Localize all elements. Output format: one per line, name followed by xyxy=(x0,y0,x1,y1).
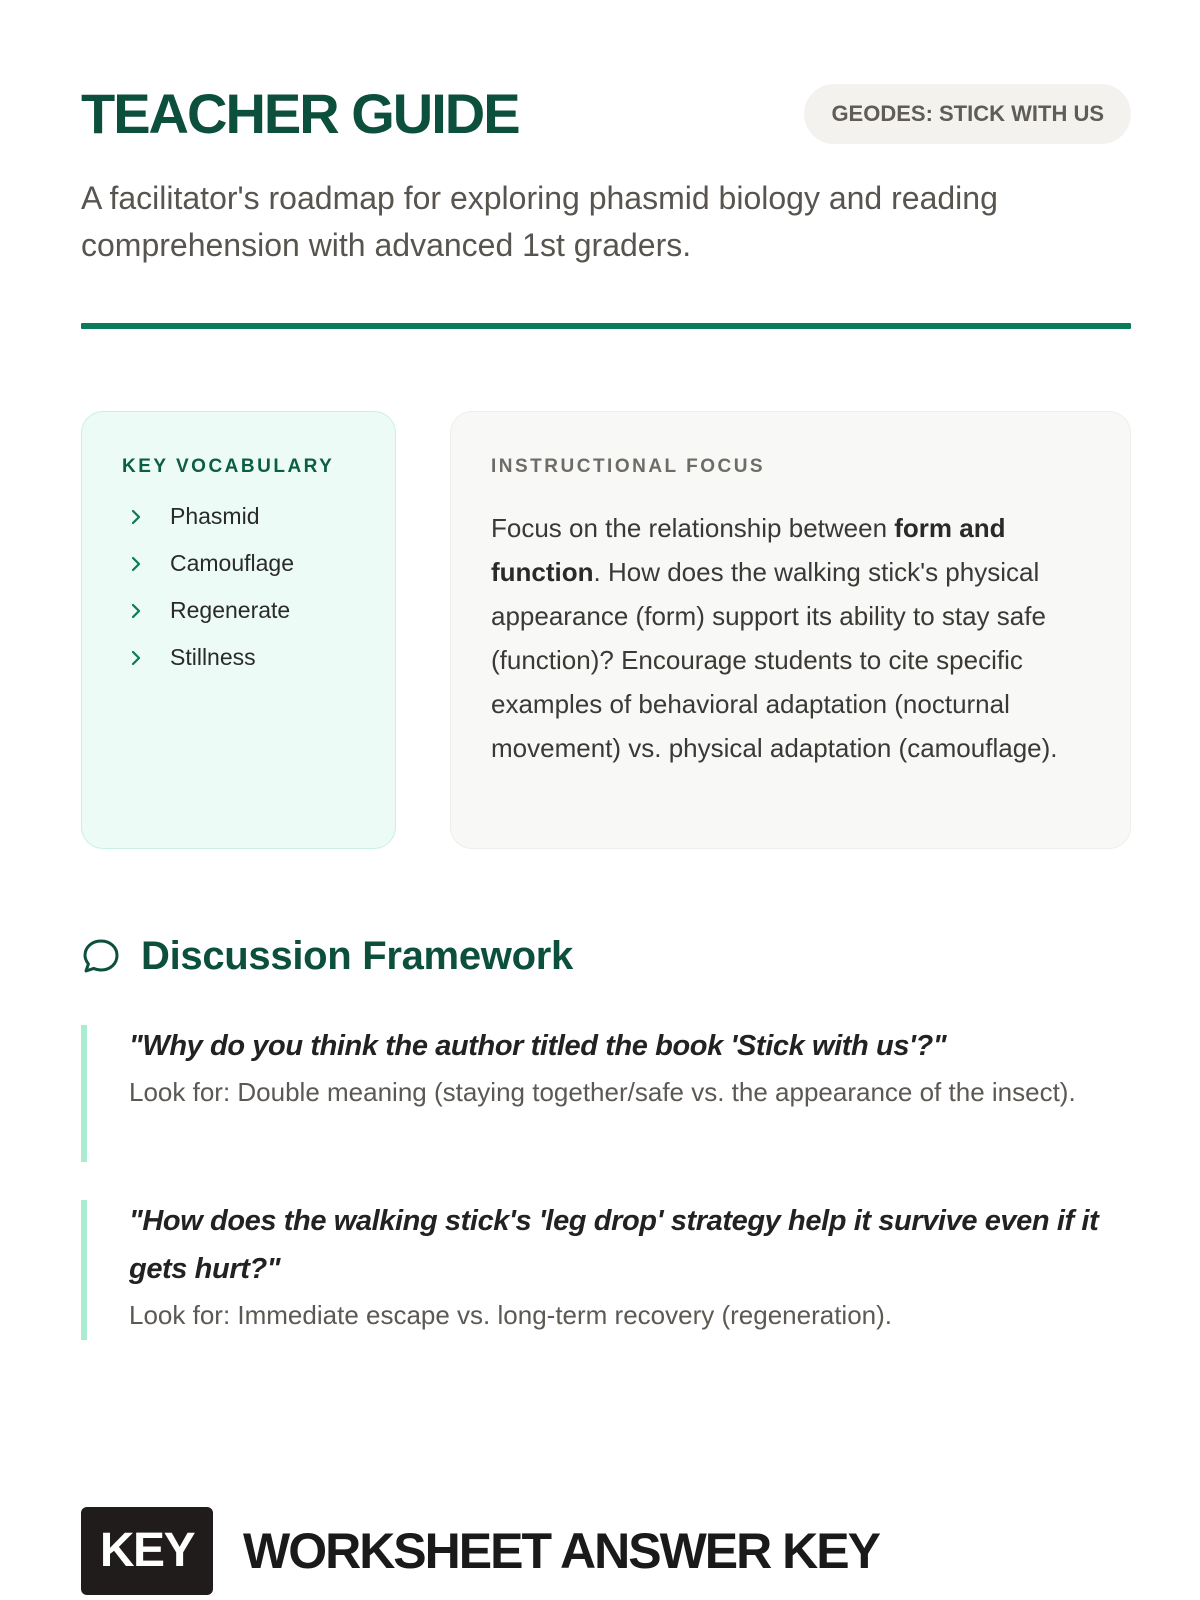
vocabulary-item xyxy=(122,540,355,587)
chevron-right-icon xyxy=(130,556,142,572)
vocabulary-word: Stillness xyxy=(170,644,256,670)
page-header xyxy=(81,82,1131,146)
key-vocabulary-card xyxy=(81,411,396,849)
vocabulary-word: Regenerate xyxy=(170,597,291,623)
vocabulary-item xyxy=(122,634,355,681)
header-divider xyxy=(81,323,1131,329)
discussion-question xyxy=(81,1200,1131,1340)
question-text: "How does the walking stick's 'leg drop' strategy help it survive even if it gets hurt?" xyxy=(129,1205,1099,1285)
vocabulary-word: Phasmid xyxy=(170,503,260,529)
vocabulary-list xyxy=(122,493,355,681)
vocabulary-heading: KEY VOCABULARY xyxy=(122,456,335,477)
focus-body xyxy=(491,506,1091,770)
discussion-title: Discussion Framework xyxy=(141,934,573,978)
vocabulary-item xyxy=(122,587,355,634)
book-badge: GEODES: STICK WITH US xyxy=(804,84,1131,144)
discussion-question xyxy=(81,1025,1131,1162)
chevron-right-icon xyxy=(130,603,142,619)
speech-bubble-icon xyxy=(81,936,121,976)
chevron-right-icon xyxy=(130,650,142,666)
answer-key-header xyxy=(81,1507,879,1595)
vocabulary-item xyxy=(122,493,355,540)
page-title: TEACHER GUIDE xyxy=(81,82,519,145)
question-text: "Why do you think the author titled the book 'Stick with us'?" xyxy=(129,1030,947,1062)
discussion-section-header xyxy=(81,932,573,980)
focus-emphasis: form and function xyxy=(491,513,1006,587)
page-subtitle: A facilitator's roadmap for exploring phasmid biology and reading comprehension with advanced 1st graders. xyxy=(81,180,998,263)
key-label-box: KEY xyxy=(81,1507,213,1595)
focus-text: . How does the walking stick's physical appearance (form) support its ability to stay safe (function)? Encourage students to cite specific examples of behavioral adaptation (nocturnal movement) vs. physical adaptation (camouflage). xyxy=(491,557,1058,763)
look-for-text: Look for: Double meaning (staying together/safe vs. the appearance of the insect). xyxy=(129,1077,1076,1107)
focus-intro: Focus on the relationship between xyxy=(491,513,895,543)
instructional-focus-card xyxy=(450,411,1131,849)
answer-key-title: WORKSHEET ANSWER KEY xyxy=(243,1523,879,1579)
focus-heading: INSTRUCTIONAL FOCUS xyxy=(491,456,766,477)
vocabulary-word: Camouflage xyxy=(170,550,295,576)
look-for-text: Look for: Immediate escape vs. long-term recovery (regeneration). xyxy=(129,1300,893,1330)
chevron-right-icon xyxy=(130,509,142,525)
